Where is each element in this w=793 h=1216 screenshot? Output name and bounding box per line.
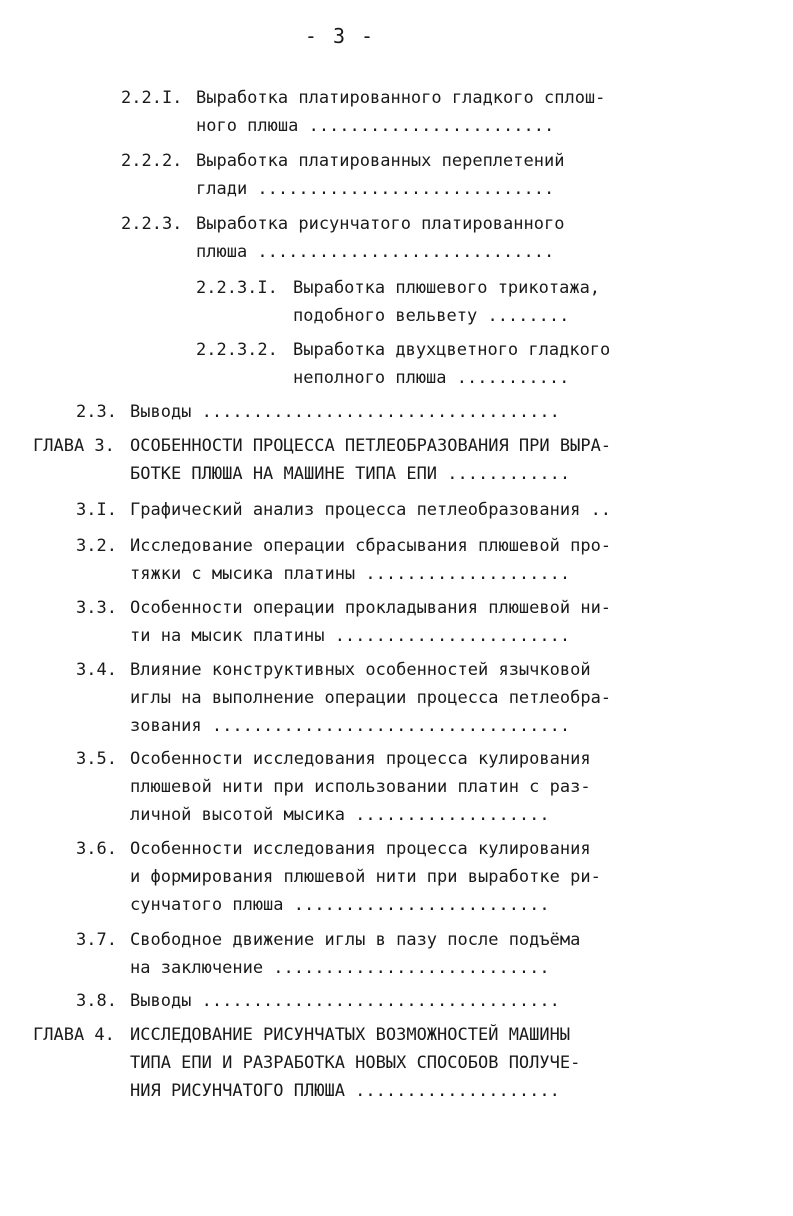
page-number: - 3 - [304,24,376,48]
toc-entry-title-line: Выработка платированных переплетений [196,151,565,171]
toc-entry-number: 2.2.3. [121,214,183,234]
toc-entry-number: 3.I. [76,500,117,520]
toc-entry-number: 3.2. [76,536,117,556]
toc-entry-number: 3.6. [76,839,117,859]
toc-entry-number: 3.5. [76,749,117,769]
toc-entry-title-line: Особенности исследования процесса кулирования [130,839,591,859]
toc-entry-title-line: Выводы ................................... [130,402,560,422]
toc-entry-title-line: плюша ............................. [196,242,555,262]
toc-entry-title-line: иглы на выполнение операции процесса петлеобра- [130,688,612,708]
toc-entry-title-line: Выработка рисунчатого платированного [196,214,565,234]
toc-entry-number: 3.3. [76,598,117,618]
toc-entry-title-line: Свободное движение иглы в пазу после подъёма [130,930,581,950]
toc-entry-title-line: ИССЛЕДОВАНИЕ РИСУНЧАТЫХ ВОЗМОЖНОСТЕЙ МАШИНЫ [130,1025,571,1045]
toc-entry-title-line: ного плюша ........................ [196,116,555,136]
toc-entry-title-line: НИЯ РИСУНЧАТОГО ПЛЮША .................... [130,1081,560,1101]
toc-entry-title-line: на заключение ........................... [130,958,550,978]
toc-entry-title-line: Выработка плюшевого трикотажа, [293,278,601,298]
toc-entry-title-line: Графический анализ процесса петлеобразования .. [130,500,612,520]
toc-entry-title-line: ОСОБЕННОСТИ ПРОЦЕССА ПЕТЛЕОБРАЗОВАНИЯ ПРИ ВЫРА- [130,436,612,456]
toc-entry-number: 3.4. [76,660,117,680]
toc-entry-title-line: БОТКЕ ПЛЮША НА МАШИНЕ ТИПА ЕПИ ............ [130,464,571,484]
toc-entry-number: 2.2.I. [121,88,183,108]
toc-entry-title-line: Особенности исследования процесса кулирования [130,749,591,769]
toc-entry-number: 3.7. [76,930,117,950]
toc-entry-title-line: Исследование операции сбрасывания плюшевой про- [130,536,612,556]
toc-entry-number: 2.2.3.2. [196,340,278,360]
toc-entry-title-line: тяжки с мысика платины .................... [130,564,571,584]
toc-entry-title-line: неполного плюша ........... [293,368,570,388]
toc-entry-title-line: глади ............................. [196,179,555,199]
toc-entry-number: ГЛАВА 4. [33,1025,115,1045]
toc-entry-title-line: Выработка платированного гладкого сплош- [196,88,606,108]
toc-entry-number: 2.3. [76,402,117,422]
toc-entry-number: ГЛАВА 3. [33,436,115,456]
toc-entry-number: 2.2.3.I. [196,278,278,298]
toc-entry-title-line: ти на мысик платины ....................... [130,626,571,646]
toc-entry-title-line: сунчатого плюша ......................... [130,895,550,915]
toc-entry-title-line: зования ................................... [130,716,571,736]
toc-entry-title-line: Выработка двухцветного гладкого [293,340,611,360]
toc-entry-number: 3.8. [76,991,117,1011]
toc-entry-title-line: ТИПА ЕПИ И РАЗРАБОТКА НОВЫХ СПОСОБОВ ПОЛУЧЕ- [130,1053,581,1073]
toc-entry-title-line: Выводы ................................... [130,991,560,1011]
toc-entry-title-line: подобного вельвету ........ [293,306,570,326]
toc-entry-title-line: личной высотой мысика ................... [130,805,550,825]
toc-entry-title-line: Особенности операции прокладывания плюшевой ни- [130,598,612,618]
toc-entry-title-line: плюшевой нити при использовании платин с раз- [130,777,591,797]
toc-entry-title-line: Влияние конструктивных особенностей язычковой [130,660,591,680]
toc-entry-title-line: и формирования плюшевой нити при выработке ри- [130,867,601,887]
toc-entry-number: 2.2.2. [121,151,183,171]
